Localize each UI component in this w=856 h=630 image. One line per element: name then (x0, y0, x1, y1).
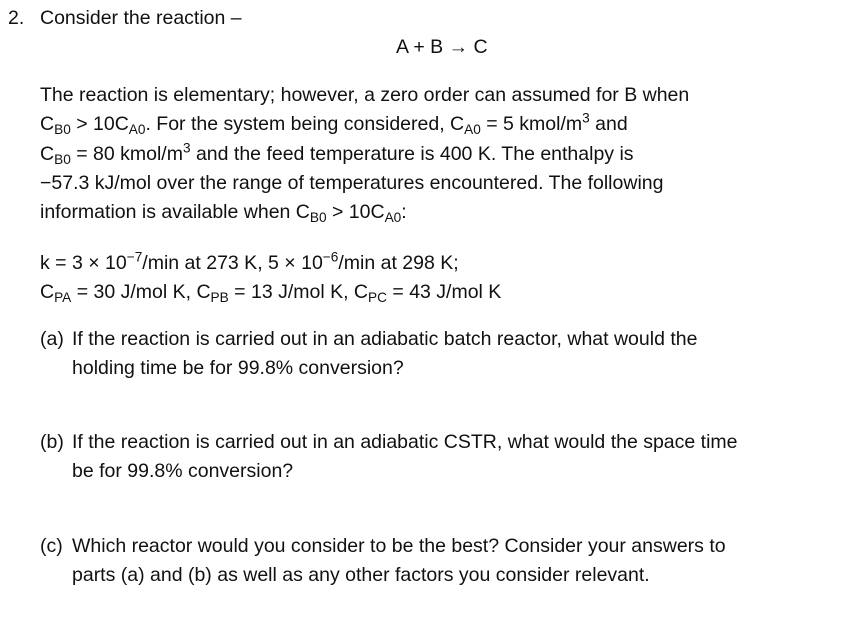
line-2-tail: and (589, 113, 628, 135)
paragraph-line-5 (40, 203, 407, 223)
question-number: 2. (8, 7, 25, 29)
reaction-equation: A + B → C (396, 36, 488, 58)
ca0-subscript-3: A0 (384, 209, 402, 225)
cb0-value: = 80 kmol/m (70, 143, 183, 165)
rate-constant-line (40, 249, 459, 274)
line-3-tail: and the feed temperature is 400 K. The enthalpy is (190, 143, 634, 165)
k-part-1: k = 3 × 10 (40, 252, 127, 274)
part-b-line-2: be for 99.8% conversion? (72, 460, 294, 482)
ca0-exponent: 3 (582, 110, 590, 126)
part-c-label: (c) (40, 535, 63, 557)
ca0-subscript: A0 (128, 121, 146, 137)
part-a-line-2: holding time be for 99.8% conversion? (72, 357, 404, 379)
question-intro: Consider the reaction – (40, 7, 242, 29)
part-b-label: (b) (40, 431, 64, 453)
cpb-value: = 13 J/mol K, C (228, 281, 369, 303)
paragraph-line-1: The reaction is elementary; however, a zero order can assumed for B when (40, 84, 690, 106)
part-b-line-1: If the reaction is carried out in an adiabatic CSTR, what would the space time (72, 431, 738, 453)
paragraph-line-4: −57.3 kJ/mol over the range of temperatures encountered. The following (40, 172, 664, 194)
cp-symbol: C (40, 281, 55, 303)
system-text: . For the system being considered, C (145, 113, 465, 135)
ca0-value: = 5 kmol/m (480, 113, 583, 135)
part-a-label: (a) (40, 328, 64, 350)
part-c-line-1: Which reactor would you consider to be the best? Consider your answers to (72, 535, 726, 557)
cpb-subscript: PB (210, 289, 229, 305)
line-5-mid: > 10C (326, 201, 385, 223)
k-part-2: /min at 273 K, 5 × 10 (142, 252, 323, 274)
cpc-subscript: PC (368, 289, 387, 305)
cb0-subscript: B0 (54, 121, 71, 137)
part-c-line-2: parts (a) and (b) as well as any other factors you consider relevant. (72, 564, 650, 586)
line-5-tail: : (401, 201, 407, 223)
paragraph-line-3 (40, 140, 634, 167)
cpa-subscript: PA (54, 289, 72, 305)
k-exponent-2: −6 (322, 249, 339, 265)
k-exponent-1: −7 (126, 249, 143, 265)
k-part-3: /min at 298 K; (338, 252, 459, 274)
ca0-subscript-2: A0 (464, 121, 481, 137)
cb0-subscript-3: B0 (309, 209, 327, 225)
heat-capacity-line (40, 283, 501, 303)
cb0-subscript-2: B0 (54, 151, 71, 167)
cb0-symbol-2: C (40, 143, 55, 165)
cb0-symbol: C (40, 113, 55, 135)
part-a-line-1: If the reaction is carried out in an adiabatic batch reactor, what would the (72, 328, 698, 350)
line-5-text: information is available when C (40, 201, 310, 223)
inequality-text: > 10C (70, 113, 129, 135)
paragraph-line-2 (40, 110, 628, 137)
cpa-value: = 30 J/mol K, C (71, 281, 211, 303)
cpc-value: = 43 J/mol K (386, 281, 502, 303)
cb0-exponent: 3 (182, 140, 191, 156)
